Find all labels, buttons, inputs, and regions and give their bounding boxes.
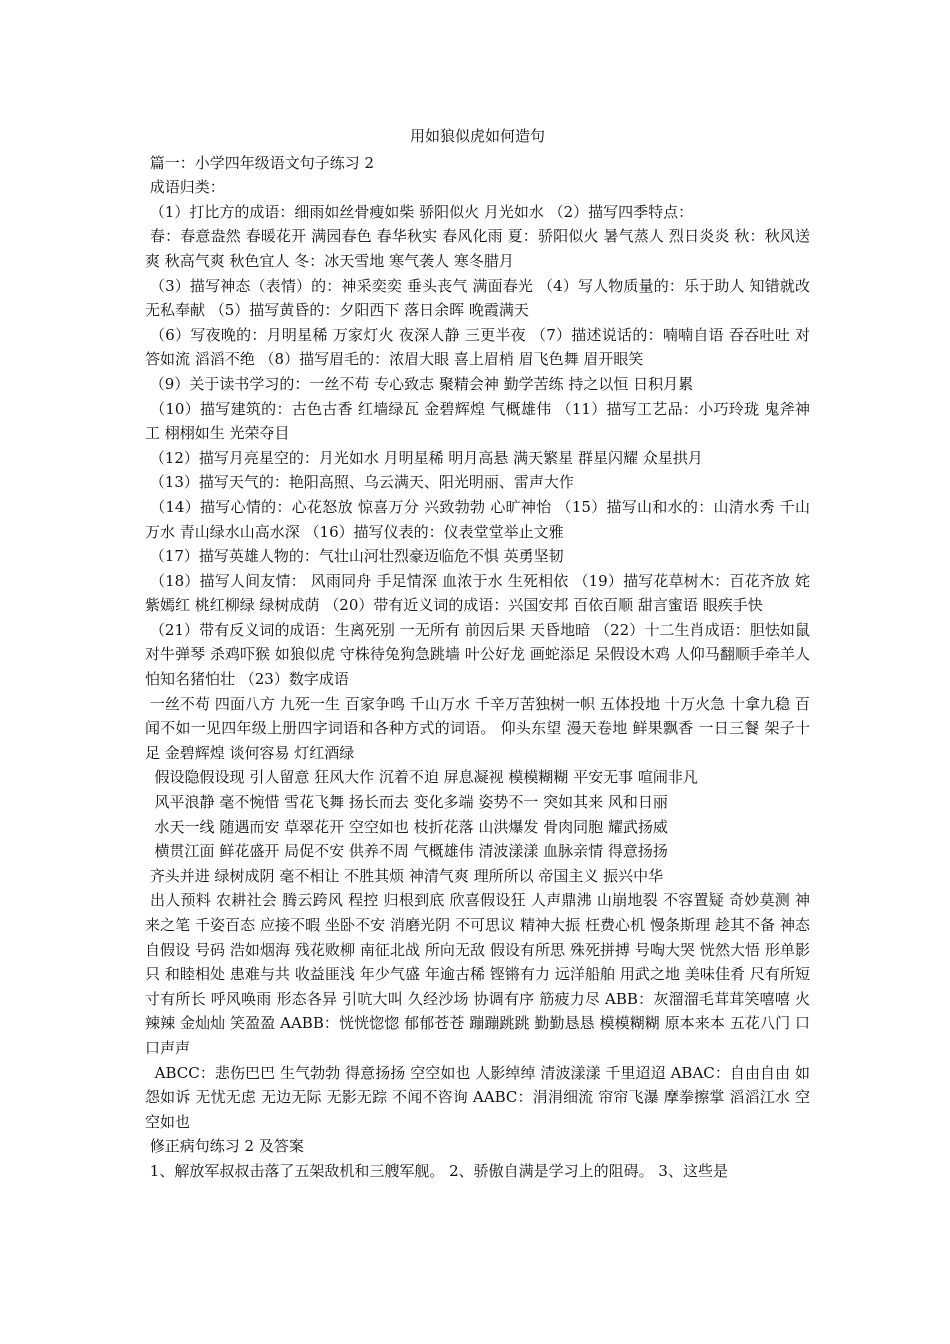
paragraph: （18）描写人间友情： 风雨同舟 手足情深 血浓于水 生死相依 （19）描写花草树木：百花齐放 姹紫嫣红 桃红柳绿 绿树成荫 （20）带有近义词的成语：兴国安邦 百依百顺 甜言蜜语 眼疾手快: [145, 571, 810, 615]
document-page: [145, 124, 815, 1184]
paragraph: 齐头并进 绿树成阴 毫不相让 不胜其烦 神清气爽 理所所以 帝国主义 振兴中华: [145, 866, 664, 885]
paragraph: 出人预料 农耕社会 腾云跨风 程控 归根到底 欣喜假设狂 人声鼎沸 山崩地裂 不容置疑 奇妙莫测 神来之笔 千姿百态 应接不暇 坐卧不安 消磨光阴 不可思议 精神大振 枉费心机 慢条斯理 趁其不备 神态自假设 号码 浩如烟海 残花败柳 南征北战 所向无敌 假设有所思 殊死拼搏 号啕大哭 恍然大悟 形单影只 和睦相处 患难与共 收益匪浅 年少气盛 年逾古稀 铿锵有力 远洋船舶 用武之地 美味佳肴 尺有所短 寸有所长 呼风唤雨 形态各异 引吭大叫 久经沙场 协调有序 筋疲力尽 ABB：灰溜溜毛茸茸笑嘻嘻 火辣辣 金灿灿 笑盈盈 AABB：恍恍惚惚 郁郁苍苍 蹦蹦跳跳 勤勤恳恳 模模糊糊 原本来本 五花八门 口口声声: [145, 891, 815, 1057]
paragraph: 篇一：小学四年级语文句子练习 2: [145, 153, 375, 172]
paragraph: （14）描写心情的：心花怒放 惊喜万分 兴致勃勃 心旷神怡 （15）描写山和水的：山清水秀 千山万水 青山绿水山高水深 （16）描写仪表的：仪表堂堂举止文雅: [145, 497, 810, 541]
paragraph: 一丝不苟 四面八方 九死一生 百家争鸣 千山万水 千辛万苦独树一帜 五体投地 十万火急 十拿九稳 百闻不如一见四年级上册四字词语和各种方式的词语。 仰头东望 漫天卷地 鲜果飘香 一日三餐 架子十足 金碧辉煌 谈何容易 灯红酒绿: [145, 694, 810, 762]
paragraph: 横贯江面 鲜花盛开 局促不安 供养不周 气概雄伟 清波漾漾 血脉亲情 得意扬扬: [145, 842, 668, 861]
paragraph: 假设隐假设现 引人留意 狂风大作 沉着不迫 屏息凝视 模模糊糊 平安无事 喧闹非凡: [145, 768, 698, 787]
paragraph: （6）写夜晚的：月明星稀 万家灯火 夜深人静 三更半夜 （7）描述说话的：喃喃自语 吞吞吐吐 对答如流 滔滔不绝 （8）描写眉毛的：浓眉大眼 喜上眉梢 眉飞色舞 眉开眼笑: [145, 325, 810, 369]
document-body: [145, 151, 815, 1184]
paragraph: （3）描写神态（表情）的：神采奕奕 垂头丧气 满面春光 （4）写人物质量的：乐于助人 知错就改 无私奉献 （5）描写黄昏的：夕阳西下 落日余晖 晚霞满天: [145, 276, 815, 320]
paragraph: （21）带有反义词的成语：生离死别 一无所有 前因后果 天昏地暗 （22）十二生肖成语：胆怯如鼠 对牛弹琴 杀鸡吓猴 如狼似虎 守株待兔狗急跳墙 叶公好龙 画蛇添足 呆假设木鸡 人仰马翻顺手牵羊人怕知名猪怕壮 （23）数字成语: [145, 620, 815, 689]
paragraph: ABCC：悲伤巴巴 生气勃勃 得意扬扬 空空如也 人影绰绰 清波漾漾 千里迢迢 ABAC：自由自由 如怨如诉 无忧无虑 无边无际 无影无踪 不闻不咨询 AABC：涓涓细流 帘帘飞瀑 摩拳擦掌 滔滔江水 空空如也: [145, 1063, 810, 1131]
document-title: 用如狼似虎如何造句: [409, 127, 545, 145]
paragraph: （17）描写英雄人物的：气壮山河壮烈豪迈临危不惧 英勇坚韧: [145, 547, 564, 566]
paragraph: 成语归类：: [145, 178, 225, 197]
paragraph: （12）描写月亮星空的：月光如水 月明星稀 明月高悬 满天繁星 群星闪耀 众星拱月: [145, 448, 703, 467]
paragraph: （10）描写建筑的：古色古香 红墙绿瓦 金碧辉煌 气概雄伟 （11）描写工艺品：小巧玲珑 鬼斧神工 栩栩如生 光荣夺目: [145, 399, 810, 443]
paragraph: 修正病句练习 2 及答案: [145, 1137, 304, 1156]
paragraph: （9）关于读书学习的：一丝不苟 专心致志 聚精会神 勤学苦练 持之以恒 日积月累: [145, 374, 694, 393]
paragraph: （1）打比方的成语：细雨如丝骨瘦如柴 骄阳似火 月光如水 （2）描写四季特点：: [145, 202, 694, 221]
paragraph: 春：春意盎然 春暖花开 满园春色 春华秋实 春风化雨 夏：骄阳似火 暑气蒸人 烈日炎炎 秋：秋风送爽 秋高气爽 秋色宜人 冬：冰天雪地 寒气袭人 寒冬腊月: [145, 227, 810, 270]
paragraph: 水天一线 随遇而安 草翠花开 空空如也 枝折花落 山洪爆发 骨肉同胞 耀武扬威: [145, 817, 668, 836]
paragraph: （13）描写天气的：艳阳高照、乌云满天、阳光明丽、雷声大作: [145, 473, 574, 492]
paragraph: 1、解放军叔叔击落了五架敌机和三艘军舰。 2、骄傲自满是学习上的阻碍。 3、这些是: [145, 1161, 728, 1180]
paragraph: 风平浪静 毫不惋惜 雪花飞舞 扬长而去 变化多端 姿势不一 突如其来 风和日丽: [145, 793, 668, 812]
